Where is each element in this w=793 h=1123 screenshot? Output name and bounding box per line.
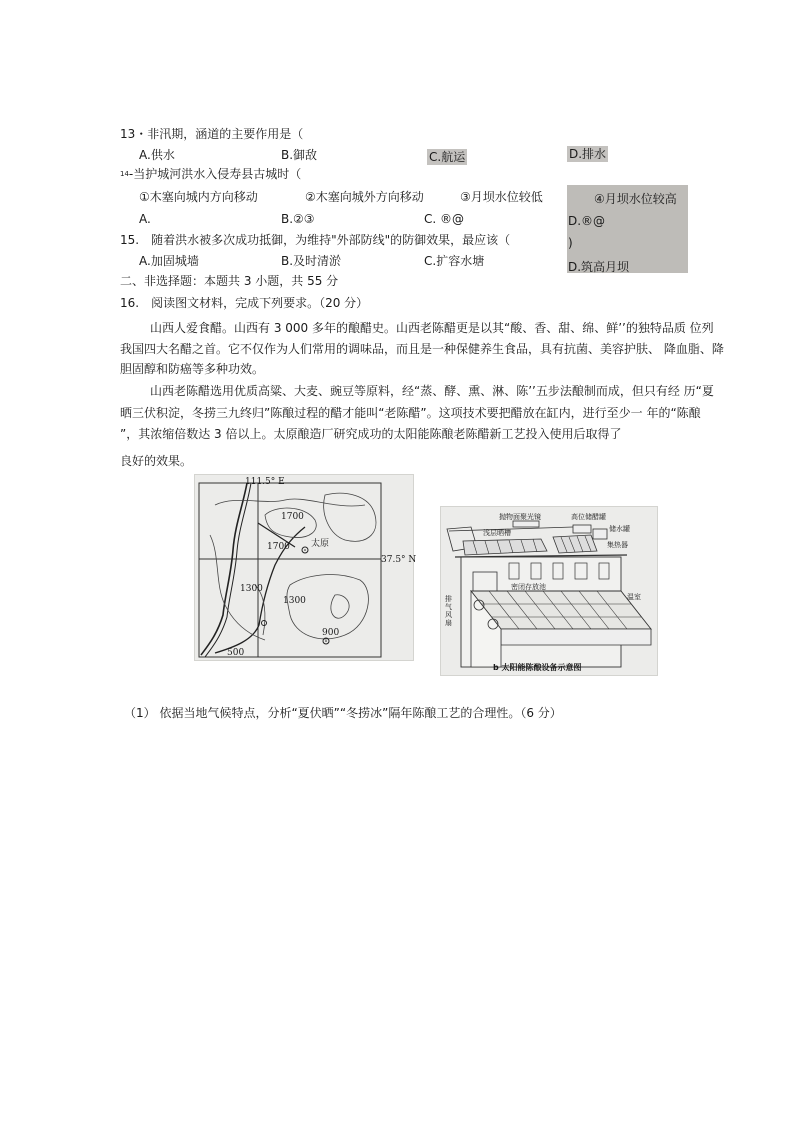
q14-statement-3: ③月坝水位较低 — [460, 190, 543, 204]
para1-line-1: 山西人爱食醋。山西有 3 000 多年的酿醋史。山西老陈醋更是以其“酸、香、甜、绵、鲜’’的独特品质 位列 — [150, 321, 714, 335]
q14-option-b[interactable]: B.②③ — [281, 212, 315, 226]
q16-stem: 16. 阅读图文材料，完成下列要求。（20 分） — [120, 296, 369, 310]
q13-option-c[interactable]: C.航运 — [429, 150, 466, 164]
q14-option-a[interactable]: A. — [139, 212, 151, 226]
q13-option-b[interactable]: B.御敌 — [281, 148, 318, 162]
map-latitude-label: 37.5° N — [381, 555, 417, 565]
contour-label: 900 — [322, 628, 340, 638]
diagram-label: 抛物面聚光镜 — [499, 513, 541, 521]
para1-line-2: 我国四大名醋之首。它不仅作为人们常用的调味品，而且是一种保健养生食品，具有抗菌、美容护肤、 降血脂、降 — [120, 342, 724, 356]
para2-line-4: 良好的效果。 — [120, 454, 193, 468]
q15-stem-close: ) — [568, 236, 573, 250]
q14-option-d[interactable]: D.®@ — [568, 214, 606, 228]
para1-line-3: 胆固醇和防癌等多种功效。 — [120, 362, 265, 376]
q16-sub1: （1） 依据当地气候特点，分析“夏伏晒”“冬捞冰”隔年陈酿工艺的合理性。（6 分） — [124, 706, 562, 720]
diagram-label: 高位储醋罐 — [571, 513, 606, 521]
q13-option-a[interactable]: A.供水 — [139, 148, 175, 162]
map-city-label: 太原 — [311, 539, 330, 549]
q14-statement-1: ①木塞向城内方向移动 — [139, 190, 258, 204]
q15-stem: 15. 随着洪水被多次成功抵御，为维持"外部防线"的防御效果，最应该（ — [120, 233, 511, 247]
diagram-label: 浅层晒槽 — [483, 529, 511, 537]
q14-stem-text: -当护城河洪水入侵寿县古城时（ — [128, 167, 302, 181]
diagram-label: 集热器 — [607, 541, 628, 549]
diagram-label: 密闭存放池 — [511, 583, 546, 591]
q14-number: 14 — [120, 170, 129, 178]
diagram-caption: b 太阳能陈酿设备示意图 — [493, 663, 582, 672]
q15-option-d[interactable]: D.筑高月坝 — [568, 260, 630, 274]
q14-statement-2: ②木塞向城外方向移动 — [305, 190, 424, 204]
q13-stem: 13・非汛期，涵道的主要作用是（ — [120, 127, 304, 141]
q15-option-a[interactable]: A.加固城墙 — [139, 254, 199, 268]
diagram-label: 排气风扇 — [445, 595, 452, 627]
contour-label: 1300 — [283, 596, 306, 606]
map-longitude-label: 111.5° E — [245, 477, 285, 487]
q14-stem — [120, 166, 301, 182]
topographic-map — [194, 474, 417, 661]
diagram-label: 储水罐 — [609, 525, 630, 533]
contour-label: 1700 — [267, 542, 290, 552]
contour-label: 1300 — [240, 584, 263, 594]
diagram-label: 温室 — [627, 593, 641, 601]
para2-line-2: 晒三伏积淀，冬捞三九终归”陈酿过程的醋才能叫“老陈醋”。这项技术要把醋放在缸内，进行至少一 年的“陈酿 — [120, 406, 701, 420]
solar-vinegar-diagram — [440, 506, 658, 676]
q14-option-c[interactable]: C. ®@ — [424, 212, 465, 226]
q13-option-d[interactable]: D.排水 — [569, 147, 607, 161]
q15-option-b[interactable]: B.及时清淤 — [281, 254, 342, 268]
q14-statement-4: ④月坝水位较高 — [594, 192, 677, 206]
section-heading: 二、非选择题：本题共 3 小题，共 55 分 — [120, 274, 339, 288]
contour-label: 500 — [227, 648, 245, 658]
contour-label: 1700 — [281, 512, 304, 522]
q15-option-c[interactable]: C.扩容水塘 — [424, 254, 485, 268]
para2-line-1: 山西老陈醋选用优质高粱、大麦、豌豆等原料，经“蒸、酵、熏、淋、陈’’五步法酿制而成，但只有经 历“夏 — [150, 384, 714, 398]
para2-line-3: ”，其浓缩倍数达 3 倍以上。太原酿造厂研究成功的太阳能陈酿老陈醋新工艺投入使用后取得了 — [120, 427, 622, 441]
